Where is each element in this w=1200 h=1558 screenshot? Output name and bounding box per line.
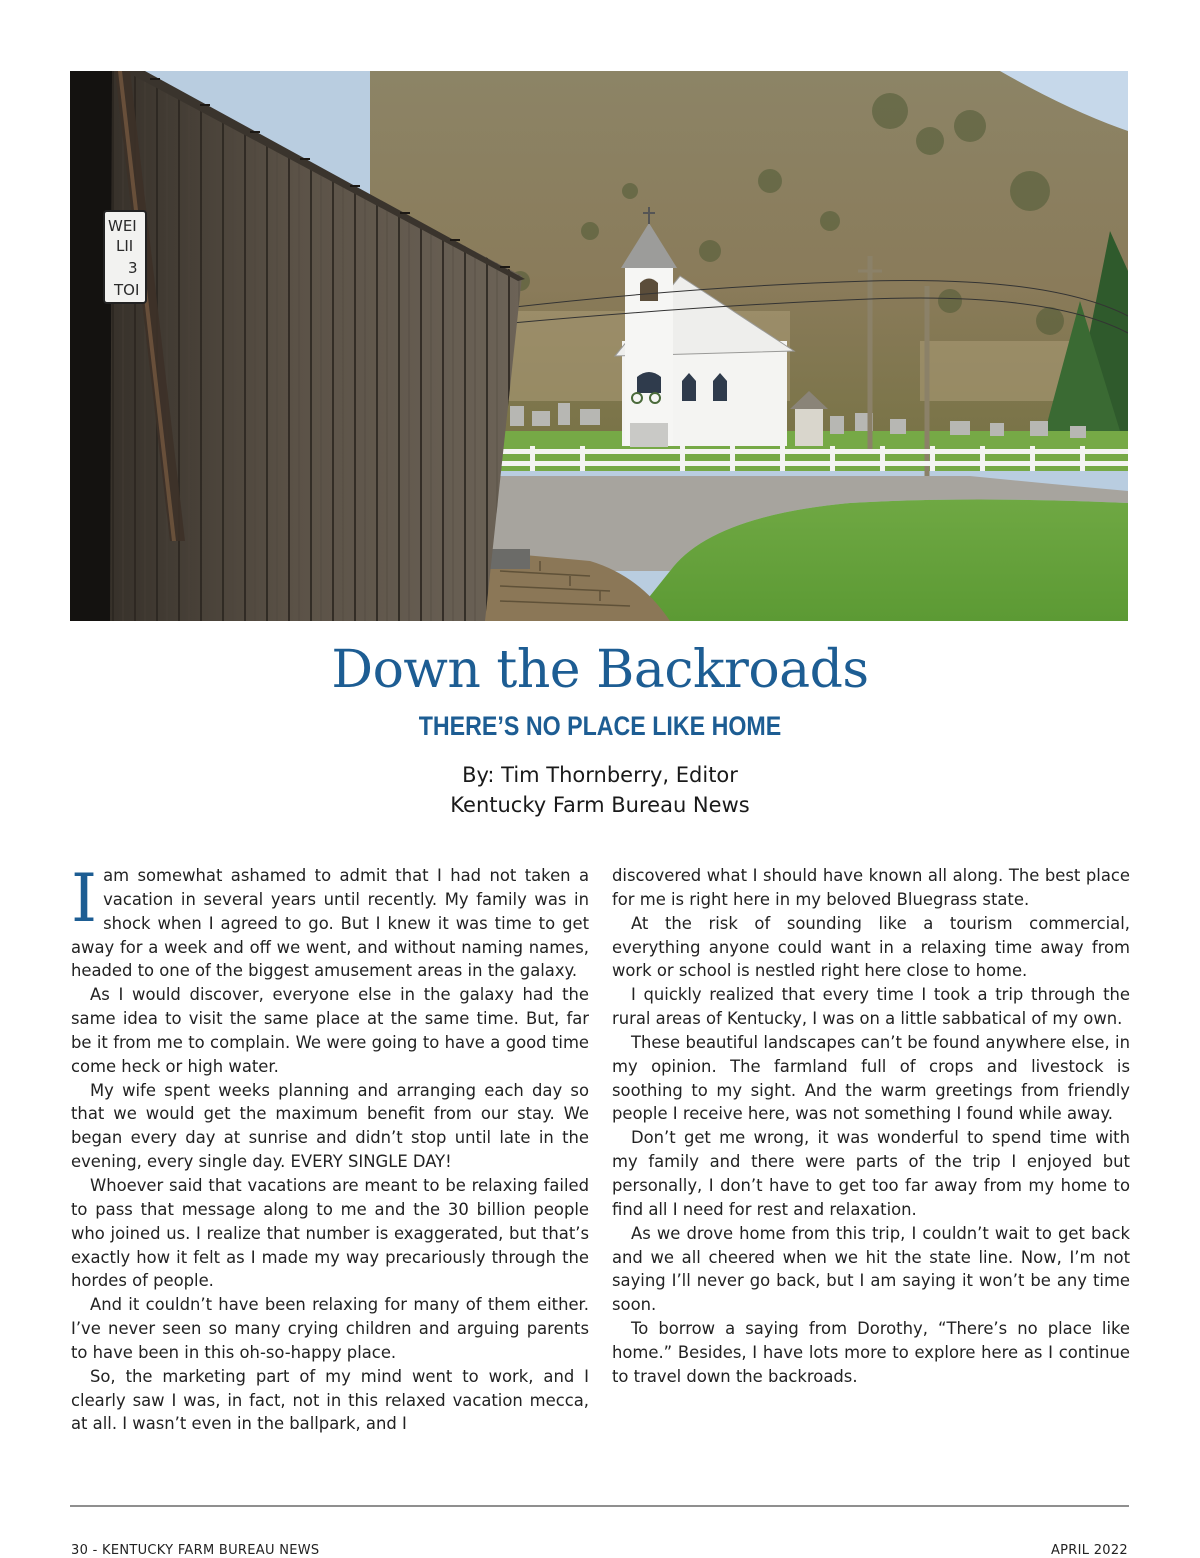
paragraph-text: am somewhat ashamed to admit that I had not taken a vacation in several years until recently. My family was in shock when I agreed to go. But I knew it was time to get away for a week and off we went, and without naming names, headed to one of the biggest amusement areas in the galaxy. (71, 866, 589, 981)
paragraph: At the risk of sounding like a tourism commercial, everything anyone could want in a relaxing time away from work or school is nestled right here close to home. (612, 913, 1130, 981)
drop-cap: I (71, 860, 98, 937)
byline (0, 760, 1200, 820)
paragraph: To borrow a saying from Dorothy, “There’s no place like home.” Besides, I have lots more to explore here as I continue to travel down the backroads. (612, 1319, 1130, 1386)
paragraph: As we drove home from this trip, I couldn’t wait to get back and we all cheered when we hit the state line. Now, I’m not saying I’ll never go back, but I am saying it won’t be any time soon. (612, 1223, 1130, 1315)
byline-author: By: Tim Thornberry, Editor (462, 763, 738, 787)
paragraph: I quickly realized that every time I took a trip through the rural areas of Kentucky, I was on a little sabbatical of my own. (612, 985, 1130, 1029)
sign-line-1: WEI (108, 217, 137, 235)
paragraph: Don’t get me wrong, it was wonderful to spend time with my family and there were parts of the trip I enjoyed but personally, I don’t have to get too far away from my home to find all I need for rest and relaxation. (612, 1128, 1130, 1219)
article-column-left (71, 860, 589, 1436)
weight-limit-sign (104, 211, 146, 303)
sign-line-2: LII (116, 237, 134, 255)
paragraph: And it couldn’t have been relaxing for many of them either. I’ve never seen so many crying children and arguing parents to have been in this oh-so-happy place. (71, 1295, 589, 1362)
hero-photo (70, 71, 1128, 621)
paragraph (71, 860, 589, 983)
paragraph: As I would discover, everyone else in the galaxy had the same idea to visit the same place at the same time. But, far be it from me to complain. We were going to have a good time come heck or high water. (71, 985, 589, 1076)
paragraph: These beautiful landscapes can’t be found anywhere else, in my opinion. The farmland full of crops and livestock is soothing to my sight. And the warm greetings from friendly people I receive here, was not something I found while away. (612, 1032, 1130, 1124)
article-subtitle: THERE’S NO PLACE LIKE HOME (418, 711, 782, 741)
covered-bridge-church-photo (70, 71, 1128, 621)
footer-page-label: 30 - KENTUCKY FARM BUREAU NEWS (71, 1543, 320, 1558)
paragraph: discovered what I should have known all along. The best place for me is right here in my beloved Bluegrass state. (612, 866, 1130, 909)
sign-line-3: 3 (128, 259, 138, 277)
footer-issue-date: APRIL 2022 (1050, 1543, 1128, 1558)
byline-publication: Kentucky Farm Bureau News (450, 793, 750, 817)
paragraph: Whoever said that vacations are meant to be relaxing failed to pass that message along to me and the 30 billion people who joined us. I realize that number is exaggerated, but that’s exactly how it felt as I made my way precariously through the hordes of people. (71, 1175, 589, 1291)
paragraph: My wife spent weeks planning and arranging each day so that we would get the maximum benefit from our stay. We began every day at sunrise and didn’t stop until late in the evening, every single day. EVERY SINGLE DAY! (71, 1080, 589, 1172)
paragraph: So, the marketing part of my mind went to work, and I clearly saw I was, in fact, not in this relaxed vacation mecca, at all. I wasn’t even in the ballpark, and I (71, 1366, 589, 1434)
footer-rule (70, 1505, 1129, 1507)
sign-line-4: TOI (114, 281, 140, 299)
article-column-right (612, 864, 1130, 1389)
article-title: Down the Backroads (331, 640, 869, 700)
